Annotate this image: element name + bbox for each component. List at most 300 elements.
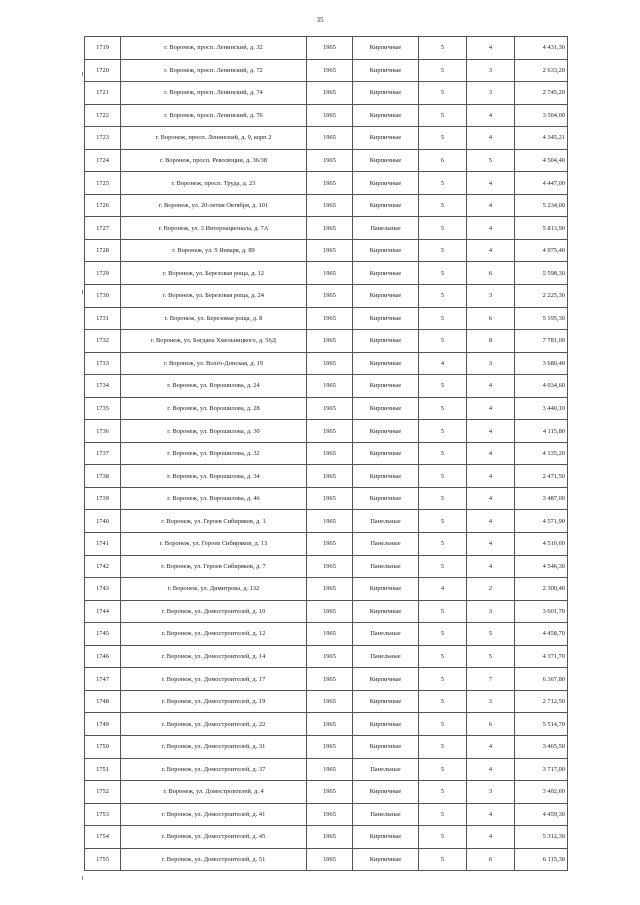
year-built-cell: 1965 — [307, 578, 353, 601]
address-cell: г. Воронеж, ул. Домостроителей, д. 4 — [121, 781, 307, 804]
row-number-cell: 1733 — [85, 352, 121, 375]
year-built-cell: 1965 — [307, 803, 353, 826]
row-number-cell: 1748 — [85, 690, 121, 713]
entrances-cell: 5 — [467, 623, 515, 646]
address-cell: г. Воронеж, ул. Домостроителей, д. 37 — [121, 758, 307, 781]
area-cell: 6 115,30 — [515, 848, 568, 871]
wall-material-cell: Кирпичные — [353, 781, 419, 804]
table-row — [85, 781, 568, 804]
table-row — [85, 104, 568, 127]
entrances-cell: 4 — [467, 104, 515, 127]
floors-cell: 5 — [419, 487, 467, 510]
wall-material-cell: Кирпичные — [353, 285, 419, 308]
row-number-cell: 1750 — [85, 735, 121, 758]
area-cell: 4 431,30 — [515, 37, 568, 60]
address-cell: г. Воронеж, ул. Домостроителей, д. 19 — [121, 690, 307, 713]
area-cell: 4 447,00 — [515, 172, 568, 195]
entrances-cell: 4 — [467, 442, 515, 465]
address-cell: г. Воронеж, ул. 20-летия Октября, д. 101 — [121, 194, 307, 217]
table-row — [85, 555, 568, 578]
area-cell: 3 440,10 — [515, 397, 568, 420]
row-number-cell: 1743 — [85, 578, 121, 601]
floors-cell: 5 — [419, 826, 467, 849]
table-body — [85, 37, 568, 871]
table-row — [85, 487, 568, 510]
address-cell: г. Воронеж, ул. Ворошилова, д. 46 — [121, 487, 307, 510]
area-cell: 5 598,30 — [515, 262, 568, 285]
wall-material-cell: Панельные — [353, 533, 419, 556]
row-number-cell: 1729 — [85, 262, 121, 285]
year-built-cell: 1965 — [307, 149, 353, 172]
floors-cell: 5 — [419, 127, 467, 150]
wall-material-cell: Кирпичные — [353, 37, 419, 60]
floors-cell: 5 — [419, 645, 467, 668]
address-cell: г. Воронеж, ул. Домостроителей, д. 31 — [121, 735, 307, 758]
page-number: 35 — [316, 16, 324, 24]
row-number-cell: 1732 — [85, 330, 121, 353]
entrances-cell: 5 — [467, 149, 515, 172]
row-number-cell: 1752 — [85, 781, 121, 804]
year-built-cell: 1965 — [307, 758, 353, 781]
year-built-cell: 1965 — [307, 217, 353, 240]
table-row — [85, 285, 568, 308]
floors-cell: 5 — [419, 690, 467, 713]
wall-material-cell: Панельные — [353, 217, 419, 240]
wall-material-cell: Панельные — [353, 510, 419, 533]
address-cell: г. Воронеж, ул. Домостроителей, д. 12 — [121, 623, 307, 646]
floors-cell: 5 — [419, 59, 467, 82]
table-row — [85, 217, 568, 240]
entrances-cell: 4 — [467, 239, 515, 262]
floors-cell: 5 — [419, 239, 467, 262]
address-cell: г. Воронеж, ул. Димитрова, д. 132 — [121, 578, 307, 601]
address-cell: г. Воронеж, ул. Ворошилова, д. 34 — [121, 465, 307, 488]
table-row — [85, 375, 568, 398]
year-built-cell: 1965 — [307, 487, 353, 510]
row-number-cell: 1742 — [85, 555, 121, 578]
wall-material-cell: Кирпичные — [353, 420, 419, 443]
wall-material-cell: Кирпичные — [353, 239, 419, 262]
entrances-cell: 7 — [467, 668, 515, 691]
wall-material-cell: Кирпичные — [353, 82, 419, 105]
floors-cell: 5 — [419, 262, 467, 285]
area-cell: 3 465,50 — [515, 735, 568, 758]
address-cell: г. Воронеж, ул. Ворошилова, д. 32 — [121, 442, 307, 465]
entrances-cell: 4 — [467, 487, 515, 510]
wall-material-cell: Кирпичные — [353, 826, 419, 849]
entrances-cell: 3 — [467, 690, 515, 713]
address-cell: г. Воронеж, ул. Ворошилова, д. 30 — [121, 420, 307, 443]
table-row — [85, 82, 568, 105]
year-built-cell: 1965 — [307, 713, 353, 736]
table-row — [85, 510, 568, 533]
address-cell: г. Воронеж, ул. Березовая роща, д. 8 — [121, 307, 307, 330]
row-number-cell: 1731 — [85, 307, 121, 330]
table-row — [85, 803, 568, 826]
address-cell: г. Воронеж, ул. Героев Сибиряков, д. 1 — [121, 510, 307, 533]
area-cell: 7 781,00 — [515, 330, 568, 353]
address-cell: г. Воронеж, просп. Ленинский, д. 72 — [121, 59, 307, 82]
year-built-cell: 1965 — [307, 352, 353, 375]
area-cell: 3 487,00 — [515, 487, 568, 510]
table-row — [85, 713, 568, 736]
wall-material-cell: Кирпичные — [353, 307, 419, 330]
floors-cell: 5 — [419, 713, 467, 736]
area-cell: 4 975,40 — [515, 239, 568, 262]
area-cell: 6 367,80 — [515, 668, 568, 691]
entrances-cell: 4 — [467, 465, 515, 488]
row-number-cell: 1744 — [85, 600, 121, 623]
area-cell: 4 571,90 — [515, 510, 568, 533]
area-cell: 4 546,30 — [515, 555, 568, 578]
wall-material-cell: Панельные — [353, 803, 419, 826]
entrances-cell: 4 — [467, 172, 515, 195]
entrances-cell: 3 — [467, 59, 515, 82]
entrances-cell: 4 — [467, 826, 515, 849]
wall-material-cell: Панельные — [353, 623, 419, 646]
address-cell: г. Воронеж, ул. Березовая роща, д. 12 — [121, 262, 307, 285]
year-built-cell: 1965 — [307, 623, 353, 646]
floors-cell: 5 — [419, 104, 467, 127]
area-cell: 2 633,20 — [515, 59, 568, 82]
area-cell: 2 225,30 — [515, 285, 568, 308]
floors-cell: 5 — [419, 510, 467, 533]
year-built-cell: 1965 — [307, 172, 353, 195]
wall-material-cell: Кирпичные — [353, 442, 419, 465]
floors-cell: 5 — [419, 668, 467, 691]
address-cell: г. Воронеж, ул. Домостроителей, д. 22 — [121, 713, 307, 736]
row-number-cell: 1749 — [85, 713, 121, 736]
wall-material-cell: Панельные — [353, 555, 419, 578]
area-cell: 3 402,60 — [515, 781, 568, 804]
address-cell: г. Воронеж, просп. Революции, д. 36/38 — [121, 149, 307, 172]
table-row — [85, 645, 568, 668]
entrances-cell: 3 — [467, 352, 515, 375]
area-cell: 5 195,30 — [515, 307, 568, 330]
table-row — [85, 442, 568, 465]
table-row — [85, 59, 568, 82]
row-number-cell: 1730 — [85, 285, 121, 308]
year-built-cell: 1965 — [307, 555, 353, 578]
wall-material-cell: Кирпичные — [353, 352, 419, 375]
floors-cell: 5 — [419, 375, 467, 398]
floors-cell: 5 — [419, 194, 467, 217]
entrances-cell: 4 — [467, 217, 515, 240]
row-number-cell: 1753 — [85, 803, 121, 826]
entrances-cell: 4 — [467, 758, 515, 781]
entrances-cell: 4 — [467, 37, 515, 60]
margin-mark — [82, 72, 83, 76]
floors-cell: 5 — [419, 600, 467, 623]
table-row — [85, 600, 568, 623]
table-row — [85, 172, 568, 195]
area-cell: 4 135,20 — [515, 442, 568, 465]
wall-material-cell: Кирпичные — [353, 127, 419, 150]
wall-material-cell: Кирпичные — [353, 487, 419, 510]
year-built-cell: 1965 — [307, 735, 353, 758]
floors-cell: 5 — [419, 420, 467, 443]
row-number-cell: 1736 — [85, 420, 121, 443]
floors-cell: 5 — [419, 555, 467, 578]
entrances-cell: 5 — [467, 645, 515, 668]
area-cell: 2 745,20 — [515, 82, 568, 105]
floors-cell: 4 — [419, 578, 467, 601]
wall-material-cell: Кирпичные — [353, 690, 419, 713]
year-built-cell: 1965 — [307, 826, 353, 849]
year-built-cell: 1965 — [307, 375, 353, 398]
year-built-cell: 1965 — [307, 690, 353, 713]
entrances-cell: 6 — [467, 848, 515, 871]
year-built-cell: 1965 — [307, 533, 353, 556]
wall-material-cell: Кирпичные — [353, 172, 419, 195]
wall-material-cell: Кирпичные — [353, 848, 419, 871]
wall-material-cell: Панельные — [353, 645, 419, 668]
year-built-cell: 1965 — [307, 194, 353, 217]
address-cell: г. Воронеж, просп. Ленинский, д. 74 — [121, 82, 307, 105]
entrances-cell: 4 — [467, 375, 515, 398]
wall-material-cell: Кирпичные — [353, 149, 419, 172]
entrances-cell: 4 — [467, 735, 515, 758]
year-built-cell: 1965 — [307, 600, 353, 623]
area-cell: 2 471,50 — [515, 465, 568, 488]
wall-material-cell: Кирпичные — [353, 194, 419, 217]
table-row — [85, 397, 568, 420]
wall-material-cell: Кирпичные — [353, 262, 419, 285]
address-cell: г. Воронеж, ул. Волго-Донская, д. 19 — [121, 352, 307, 375]
table-row — [85, 735, 568, 758]
address-cell: г. Воронеж, ул. Домостроителей, д. 45 — [121, 826, 307, 849]
row-number-cell: 1741 — [85, 533, 121, 556]
year-built-cell: 1965 — [307, 781, 353, 804]
table-row — [85, 307, 568, 330]
entrances-cell: 4 — [467, 127, 515, 150]
entrances-cell: 4 — [467, 397, 515, 420]
table-row — [85, 578, 568, 601]
row-number-cell: 1725 — [85, 172, 121, 195]
year-built-cell: 1965 — [307, 465, 353, 488]
floors-cell: 5 — [419, 397, 467, 420]
table-row — [85, 127, 568, 150]
address-cell: г. Воронеж, ул. 9 Января, д. 89 — [121, 239, 307, 262]
area-cell: 5 312,30 — [515, 826, 568, 849]
entrances-cell: 4 — [467, 420, 515, 443]
entrances-cell: 8 — [467, 330, 515, 353]
year-built-cell: 1965 — [307, 59, 353, 82]
floors-cell: 5 — [419, 285, 467, 308]
entrances-cell: 3 — [467, 600, 515, 623]
table-row — [85, 690, 568, 713]
area-cell: 4 458,70 — [515, 623, 568, 646]
entrances-cell: 6 — [467, 307, 515, 330]
year-built-cell: 1965 — [307, 239, 353, 262]
entrances-cell: 3 — [467, 781, 515, 804]
table-row — [85, 848, 568, 871]
area-cell: 3 504,00 — [515, 104, 568, 127]
year-built-cell: 1965 — [307, 307, 353, 330]
floors-cell: 5 — [419, 217, 467, 240]
area-cell: 4 459,30 — [515, 803, 568, 826]
year-built-cell: 1965 — [307, 104, 353, 127]
address-cell: г. Воронеж, ул. Героев Сибиряков, д. 7 — [121, 555, 307, 578]
wall-material-cell: Панельные — [353, 758, 419, 781]
area-cell: 4 345,21 — [515, 127, 568, 150]
row-number-cell: 1727 — [85, 217, 121, 240]
area-cell: 4 504,40 — [515, 149, 568, 172]
table-row — [85, 533, 568, 556]
row-number-cell: 1737 — [85, 442, 121, 465]
year-built-cell: 1965 — [307, 848, 353, 871]
table-row — [85, 194, 568, 217]
year-built-cell: 1965 — [307, 127, 353, 150]
table-row — [85, 826, 568, 849]
year-built-cell: 1965 — [307, 442, 353, 465]
area-cell: 2 300,40 — [515, 578, 568, 601]
entrances-cell: 4 — [467, 533, 515, 556]
area-cell: 2 712,50 — [515, 690, 568, 713]
floors-cell: 5 — [419, 735, 467, 758]
floors-cell: 6 — [419, 149, 467, 172]
address-cell: г. Воронеж, ул. Домостроителей, д. 41 — [121, 803, 307, 826]
entrances-cell: 4 — [467, 555, 515, 578]
table-row — [85, 465, 568, 488]
row-number-cell: 1735 — [85, 397, 121, 420]
year-built-cell: 1965 — [307, 668, 353, 691]
address-cell: г. Воронеж, ул. Домостроителей, д. 10 — [121, 600, 307, 623]
table-row — [85, 623, 568, 646]
row-number-cell: 1755 — [85, 848, 121, 871]
floors-cell: 5 — [419, 330, 467, 353]
address-cell: г. Воронеж, ул. Домостроителей, д. 17 — [121, 668, 307, 691]
table-row — [85, 420, 568, 443]
table-row — [85, 330, 568, 353]
area-cell: 3 680,40 — [515, 352, 568, 375]
year-built-cell: 1965 — [307, 510, 353, 533]
row-number-cell: 1728 — [85, 239, 121, 262]
table-row — [85, 758, 568, 781]
row-number-cell: 1719 — [85, 37, 121, 60]
year-built-cell: 1965 — [307, 82, 353, 105]
row-number-cell: 1726 — [85, 194, 121, 217]
entrances-cell: 4 — [467, 194, 515, 217]
address-cell: г. Воронеж, ул. Домостроителей, д. 51 — [121, 848, 307, 871]
area-cell: 3 601,70 — [515, 600, 568, 623]
wall-material-cell: Кирпичные — [353, 713, 419, 736]
entrances-cell: 4 — [467, 803, 515, 826]
year-built-cell: 1965 — [307, 397, 353, 420]
address-cell: г. Воронеж, ул. Ворошилова, д. 24 — [121, 375, 307, 398]
entrances-cell: 3 — [467, 82, 515, 105]
row-number-cell: 1721 — [85, 82, 121, 105]
floors-cell: 5 — [419, 442, 467, 465]
area-cell: 4 510,60 — [515, 533, 568, 556]
floors-cell: 5 — [419, 758, 467, 781]
floors-cell: 5 — [419, 781, 467, 804]
wall-material-cell: Кирпичные — [353, 668, 419, 691]
address-cell: г. Воронеж, ул. Героев Сибиряков, д. 13 — [121, 533, 307, 556]
row-number-cell: 1740 — [85, 510, 121, 533]
address-cell: г. Воронеж, ул. Богдана Хмельницкого, д. 56Д — [121, 330, 307, 353]
row-number-cell: 1751 — [85, 758, 121, 781]
year-built-cell: 1965 — [307, 420, 353, 443]
address-cell: г. Воронеж, ул. Березовая роща, д. 24 — [121, 285, 307, 308]
area-cell: 3 717,00 — [515, 758, 568, 781]
row-number-cell: 1734 — [85, 375, 121, 398]
wall-material-cell: Кирпичные — [353, 578, 419, 601]
year-built-cell: 1965 — [307, 262, 353, 285]
table-row — [85, 239, 568, 262]
wall-material-cell: Кирпичные — [353, 104, 419, 127]
row-number-cell: 1724 — [85, 149, 121, 172]
area-cell: 4 034,60 — [515, 375, 568, 398]
margin-mark — [82, 290, 83, 294]
floors-cell: 5 — [419, 172, 467, 195]
wall-material-cell: Кирпичные — [353, 735, 419, 758]
address-cell: г. Воронеж, ул. Домостроителей, д. 14 — [121, 645, 307, 668]
margin-mark — [82, 876, 83, 880]
year-built-cell: 1965 — [307, 285, 353, 308]
row-number-cell: 1745 — [85, 623, 121, 646]
area-cell: 4 115,80 — [515, 420, 568, 443]
table-row — [85, 149, 568, 172]
address-cell: г. Воронеж, просп. Ленинский, д. 32 — [121, 37, 307, 60]
table-row — [85, 262, 568, 285]
floors-cell: 5 — [419, 465, 467, 488]
area-cell: 5 234,00 — [515, 194, 568, 217]
row-number-cell: 1746 — [85, 645, 121, 668]
floors-cell: 4 — [419, 352, 467, 375]
floors-cell: 5 — [419, 82, 467, 105]
wall-material-cell: Кирпичные — [353, 397, 419, 420]
housing-registry-table — [84, 36, 568, 871]
row-number-cell: 1738 — [85, 465, 121, 488]
wall-material-cell: Кирпичные — [353, 330, 419, 353]
year-built-cell: 1965 — [307, 330, 353, 353]
year-built-cell: 1965 — [307, 37, 353, 60]
area-cell: 4 371,70 — [515, 645, 568, 668]
wall-material-cell: Кирпичные — [353, 465, 419, 488]
row-number-cell: 1722 — [85, 104, 121, 127]
area-cell: 5 514,70 — [515, 713, 568, 736]
year-built-cell: 1965 — [307, 645, 353, 668]
address-cell: г. Воронеж, просп. Ленинский, д. 76 — [121, 104, 307, 127]
address-cell: г. Воронеж, ул. 3 Интернационала, д. 7А — [121, 217, 307, 240]
floors-cell: 5 — [419, 623, 467, 646]
wall-material-cell: Кирпичные — [353, 600, 419, 623]
address-cell: г. Воронеж, ул. Ворошилова, д. 28 — [121, 397, 307, 420]
floors-cell: 5 — [419, 533, 467, 556]
entrances-cell: 6 — [467, 262, 515, 285]
floors-cell: 5 — [419, 803, 467, 826]
address-cell: г. Воронеж, просп. Труда, д. 23 — [121, 172, 307, 195]
address-cell: г. Воронеж, просп. Ленинский, д. 9, корп 2 — [121, 127, 307, 150]
table-row — [85, 668, 568, 691]
entrances-cell: 6 — [467, 713, 515, 736]
wall-material-cell: Кирпичные — [353, 59, 419, 82]
table-row — [85, 352, 568, 375]
row-number-cell: 1739 — [85, 487, 121, 510]
entrances-cell: 3 — [467, 285, 515, 308]
floors-cell: 5 — [419, 307, 467, 330]
floors-cell: 5 — [419, 37, 467, 60]
wall-material-cell: Кирпичные — [353, 375, 419, 398]
row-number-cell: 1754 — [85, 826, 121, 849]
entrances-cell: 4 — [467, 510, 515, 533]
row-number-cell: 1720 — [85, 59, 121, 82]
table-row — [85, 37, 568, 60]
area-cell: 5 813,90 — [515, 217, 568, 240]
floors-cell: 5 — [419, 848, 467, 871]
row-number-cell: 1723 — [85, 127, 121, 150]
